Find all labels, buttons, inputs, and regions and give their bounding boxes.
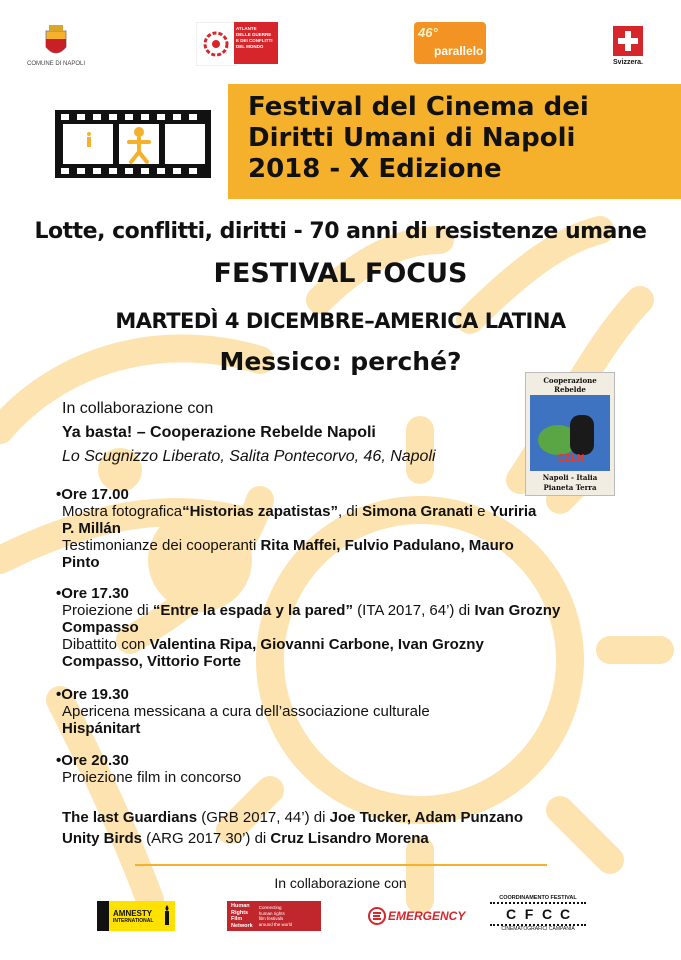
program-text: e: [473, 503, 490, 520]
program-time: •Ore 17.30: [56, 585, 129, 602]
atlante-line: E DEI CONFLITTI: [236, 38, 273, 43]
poster-title: Rebelde: [554, 385, 586, 394]
photographer-name: Yuriria: [489, 503, 537, 520]
director-name: Compasso: [62, 619, 139, 636]
director-name: Joe Tucker, Adam Punzano: [329, 809, 523, 826]
program-time: •Ore 20.30: [56, 752, 129, 769]
director-name: Cruz Lisandro Morena: [270, 830, 429, 847]
program-item: [56, 752, 626, 786]
film-info: (GRB 2017, 44’) di: [197, 809, 330, 826]
festival-focus-heading: FESTIVAL FOCUS: [213, 258, 468, 289]
cfcc-letter: C: [541, 906, 553, 922]
hrfn-tagline: Connecting: [258, 905, 282, 910]
candle-icon: [161, 905, 173, 927]
film-entry: [62, 828, 622, 849]
film-title: “Entre la espada y la pared”: [152, 602, 353, 619]
event-theme: Messico: perché?: [219, 347, 462, 376]
festival-filmstrip-logo: [55, 104, 211, 184]
atlante-logo: [196, 22, 278, 64]
napoli-logo-text: COMUNE DI NAPOLI: [27, 61, 86, 67]
hrfn-tagline: around the world: [258, 921, 293, 927]
competition-films: [62, 807, 622, 849]
cfcc-letter: C: [559, 906, 571, 922]
comune-napoli-logo: [27, 18, 86, 74]
film-info: (ARG 2017 30’) di: [142, 830, 271, 847]
collab-organization: Ya basta! – Cooperazione Rebelde Napoli: [62, 424, 376, 441]
bottom-collab-label: In collaborazione con: [274, 875, 407, 891]
program-item: [56, 486, 626, 571]
hrfn-text: Human: [231, 903, 250, 909]
photographer-name: P. Millán: [62, 520, 121, 537]
parallelo-number: 46°: [418, 25, 438, 40]
film-entry: [62, 807, 622, 828]
speaker-names: Compasso, Vittorio Forte: [62, 653, 241, 670]
napoli-crest-icon: [43, 25, 69, 59]
hrfn-text: Rights: [231, 909, 249, 916]
cfcc-letter: C: [505, 906, 517, 922]
poster-image: [530, 395, 610, 471]
photographer-name: Simona Granati: [362, 503, 473, 520]
atlante-line: ATLANTE: [236, 26, 257, 31]
svizzera-logo: [606, 22, 650, 70]
program-item: [56, 686, 626, 737]
collab-intro: In collaborazione con: [62, 400, 214, 417]
cfcc-letter: F: [524, 906, 534, 922]
hrfn-tagline: human rights: [258, 910, 285, 916]
svizzera-text: Svizzera.: [613, 59, 643, 66]
poster-ezln: EZLN: [558, 453, 585, 464]
program-text: Apericena messicana a cura dell’associazione culturale: [62, 703, 430, 720]
poster-title: Cooperazione: [543, 376, 597, 385]
emergency-logo: [368, 898, 465, 934]
emergency-text: EMERGENCY: [388, 909, 466, 923]
hrfn-tagline: film festivals: [258, 916, 284, 921]
collab-venue: Lo Scugnizzo Liberato, Salita Pontecorvo, 46, Napoli: [62, 448, 436, 465]
human-rights-film-network-logo: [227, 898, 321, 934]
hrfn-text: Network: [231, 922, 253, 929]
program-text: Proiezione film in concorso: [62, 769, 242, 786]
program-text: (ITA 2017, 64’) di: [352, 602, 475, 619]
speaker-names: Pinto: [62, 554, 100, 571]
cooperazione-rebelde-poster: [525, 372, 615, 496]
hrfn-text: Film: [231, 916, 243, 922]
program-text: Dibattito con: [62, 636, 150, 653]
cfcc-text: COORDINAMENTO FESTIVAL: [499, 895, 577, 901]
divider: [135, 864, 547, 866]
collaboration-block: [62, 397, 436, 469]
speaker-names: Valentina Ripa, Giovanni Carbone, Ivan Grozny: [149, 636, 484, 653]
festival-title-banner: [228, 84, 681, 199]
director-name: Ivan Grozny: [474, 602, 561, 619]
program-time: •Ore 17.00: [56, 486, 129, 503]
swiss-flag-icon: [613, 26, 643, 56]
cfcc-text: CINEMATOGRAFICI CAMPANIA: [501, 926, 575, 932]
amnesty-logo: [97, 898, 175, 934]
exhibition-title: “Historias zapatistas”: [182, 503, 338, 520]
program-time: •Ore 19.30: [56, 686, 129, 703]
festival-title-line: Diritti Umani di Napoli: [248, 123, 576, 153]
parallelo-logo: [414, 22, 486, 64]
program-text: Mostra fotografica: [62, 503, 183, 520]
program-text: Testimonianze dei cooperanti: [62, 537, 261, 554]
film-title: The last Guardians: [62, 809, 198, 826]
atlante-line: DEL MONDO: [236, 44, 264, 49]
festival-subtitle: Lotte, conflitti, diritti - 70 anni di resistenze umane: [34, 219, 647, 244]
film-title: Unity Birds: [62, 830, 143, 847]
target-icon: [203, 31, 229, 57]
emergency-icon: [368, 907, 386, 925]
festival-title-line: 2018 - X Edizione: [248, 154, 502, 184]
cfcc-logo: [490, 895, 586, 935]
poster-location: Pianeta Terra: [543, 483, 597, 492]
association-name: Hispánitart: [62, 720, 141, 737]
speaker-names: Rita Maffei, Fulvio Padulano, Mauro: [260, 537, 514, 554]
amnesty-text: INTERNATIONAL: [113, 917, 154, 924]
festival-title-line: Festival del Cinema dei: [248, 92, 589, 122]
program-text: , di: [337, 503, 363, 520]
program-text: Proiezione di: [62, 602, 153, 619]
event-date: MARTEDÌ 4 DICEMBRE–AMERICA LATINA: [115, 309, 566, 333]
atlante-line: DELLE GUERRE: [236, 32, 272, 37]
amnesty-text: AMNESTY: [113, 908, 153, 918]
parallelo-name: parallelo: [434, 44, 484, 58]
poster-location: Napoli - Italia: [542, 473, 598, 482]
program-item: [56, 585, 626, 670]
